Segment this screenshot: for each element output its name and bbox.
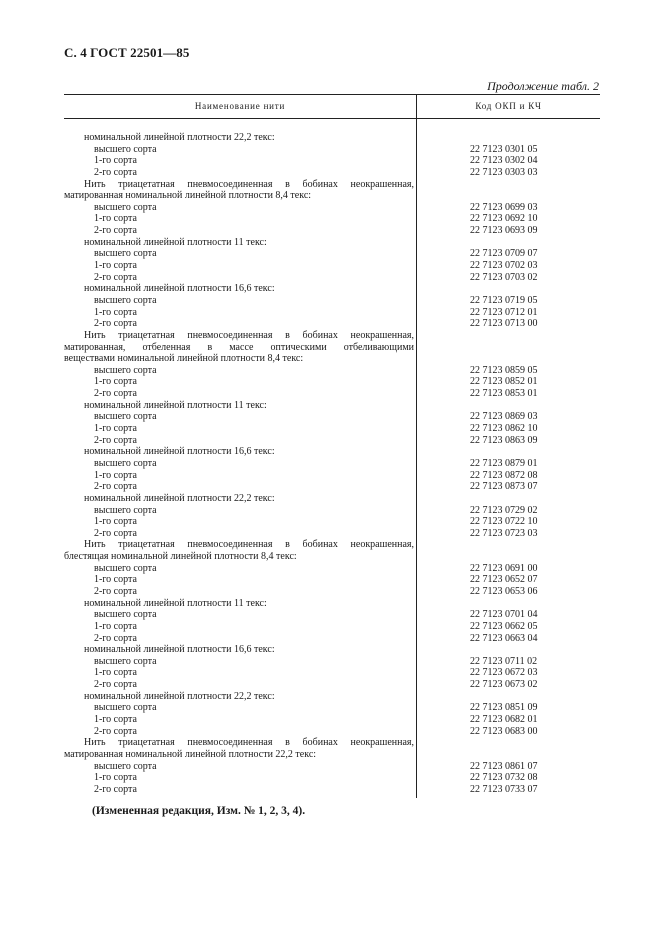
table-row — [64, 737, 600, 749]
table-row — [64, 307, 600, 319]
table-row — [64, 260, 600, 272]
okp-code: 22 7123 0852 01 — [470, 376, 538, 388]
thread-description: матированная номинальной линейной плотности 8,4 текс: — [64, 190, 312, 202]
okp-code: 22 7123 0691 00 — [470, 562, 538, 574]
thread-description: Нить триацетатная пневмосоединенная в бобинах неокрашенная, — [84, 737, 414, 749]
table-row — [64, 330, 600, 342]
okp-code: 22 7123 0712 01 — [470, 306, 538, 318]
table-row — [64, 213, 600, 225]
thread-description: высшего сорта — [94, 457, 157, 469]
thread-description: 1-го сорта — [94, 574, 137, 586]
table-row — [64, 155, 600, 167]
thread-description: 1-го сорта — [94, 213, 137, 225]
table-row — [64, 318, 600, 330]
thread-description: номинальной линейной плотности 22,2 текс: — [84, 690, 275, 702]
okp-code: 22 7123 0693 09 — [470, 225, 538, 237]
table-row — [64, 621, 600, 633]
table-row — [64, 237, 600, 249]
table-row — [64, 609, 600, 621]
table-row — [64, 435, 600, 447]
table-row — [64, 574, 600, 586]
table-row — [64, 202, 600, 214]
thread-description: высшего сорта — [94, 364, 157, 376]
table-row — [64, 167, 600, 179]
thread-description: матированная номинальной линейной плотности 22,2 текс: — [64, 748, 317, 760]
okp-code: 22 7123 0861 07 — [470, 760, 538, 772]
okp-code: 22 7123 0713 00 — [470, 318, 538, 330]
thread-description: 2-го сорта — [94, 481, 137, 493]
table-row — [64, 400, 600, 412]
okp-code: 22 7123 0301 05 — [470, 143, 538, 155]
table-row — [64, 702, 600, 714]
okp-code: 22 7123 0663 04 — [470, 632, 538, 644]
table-body — [64, 132, 600, 796]
okp-code: 22 7123 0863 09 — [470, 434, 538, 446]
thread-description: 2-го сорта — [94, 318, 137, 330]
thread-description: Нить триацетатная пневмосоединенная в бобинах неокрашенная, — [84, 539, 414, 551]
table-row — [64, 726, 600, 738]
thread-description: 1-го сорта — [94, 620, 137, 632]
table-row — [64, 644, 600, 656]
thread-description: высшего сорта — [94, 143, 157, 155]
table-row — [64, 598, 600, 610]
okp-code: 22 7123 0682 01 — [470, 714, 538, 726]
table-row — [64, 539, 600, 551]
table-row — [64, 272, 600, 284]
table-row — [64, 505, 600, 517]
thread-description: высшего сорта — [94, 411, 157, 423]
thread-description: высшего сорта — [94, 655, 157, 667]
table-row — [64, 353, 600, 365]
table-row — [64, 179, 600, 191]
thread-description: блестящая номинальной линейной плотности 8,4 текс: — [64, 551, 297, 563]
table-row — [64, 248, 600, 260]
standard-table — [64, 94, 600, 802]
thread-description: высшего сорта — [94, 609, 157, 621]
table-row — [64, 714, 600, 726]
thread-description: номинальной линейной плотности 22,2 текс: — [84, 492, 275, 504]
thread-description: номинальной линейной плотности 11 текс: — [84, 399, 267, 411]
okp-code: 22 7123 0711 02 — [470, 655, 538, 667]
okp-code: 22 7123 0862 10 — [470, 423, 538, 435]
okp-code: 22 7123 0683 00 — [470, 725, 538, 737]
thread-description: номинальной линейной плотности 16,6 текс: — [84, 283, 275, 295]
thread-description: 2-го сорта — [94, 585, 137, 597]
thread-description: высшего сорта — [94, 504, 157, 516]
table-row — [64, 749, 600, 761]
okp-code: 22 7123 0701 04 — [470, 609, 538, 621]
thread-description: 1-го сорта — [94, 667, 137, 679]
page-header: С. 4 ГОСТ 22501—85 — [64, 45, 190, 60]
thread-description: 2-го сорта — [94, 783, 137, 795]
thread-description: номинальной линейной плотности 22,2 текс: — [84, 132, 275, 143]
okp-code: 22 7123 0672 03 — [470, 667, 538, 679]
thread-description: высшего сорта — [94, 760, 157, 772]
okp-code: 22 7123 0853 01 — [470, 388, 538, 400]
table-row — [64, 144, 600, 156]
thread-description: 1-го сорта — [94, 260, 137, 272]
thread-description: 2-го сорта — [94, 527, 137, 539]
table-row — [64, 528, 600, 540]
okp-code: 22 7123 0732 08 — [470, 772, 538, 784]
thread-description: 1-го сорта — [94, 714, 137, 726]
table-row — [64, 458, 600, 470]
table-continuation-label: Продолжение табл. 2 — [487, 79, 599, 93]
thread-description: 1-го сорта — [94, 516, 137, 528]
table-row — [64, 132, 600, 144]
thread-description: матированная, отбеленная в массе оптическими отбеливающими — [64, 341, 414, 353]
thread-description: номинальной линейной плотности 16,6 текс: — [84, 446, 275, 458]
table-row — [64, 691, 600, 703]
thread-description: высшего сорта — [94, 201, 157, 213]
table-row — [64, 493, 600, 505]
thread-description: 1-го сорта — [94, 306, 137, 318]
table-top-rule — [64, 94, 600, 95]
thread-description: 2-го сорта — [94, 271, 137, 283]
table-row — [64, 283, 600, 295]
table-row — [64, 365, 600, 377]
okp-code: 22 7123 0851 09 — [470, 702, 538, 714]
thread-description: 2-го сорта — [94, 679, 137, 691]
thread-description: 1-го сорта — [94, 155, 137, 167]
table-row — [64, 761, 600, 773]
thread-description: 2-го сорта — [94, 388, 137, 400]
table-row — [64, 342, 600, 354]
thread-description: номинальной линейной плотности 11 текс: — [84, 597, 267, 609]
thread-description: Нить триацетатная пневмосоединенная в бобинах неокрашенная, — [84, 178, 414, 190]
thread-description: 2-го сорта — [94, 725, 137, 737]
table-row — [64, 667, 600, 679]
table-row — [64, 446, 600, 458]
okp-code: 22 7123 0859 05 — [470, 364, 538, 376]
thread-description: 2-го сорта — [94, 632, 137, 644]
thread-description: 1-го сорта — [94, 772, 137, 784]
thread-description: 2-го сорта — [94, 434, 137, 446]
table-row — [64, 225, 600, 237]
table-row — [64, 516, 600, 528]
table-row — [64, 772, 600, 784]
table-header-rule — [64, 118, 600, 119]
table-row — [64, 551, 600, 563]
okp-code: 22 7123 0723 03 — [470, 527, 538, 539]
okp-code: 22 7123 0869 03 — [470, 411, 538, 423]
thread-description: высшего сорта — [94, 702, 157, 714]
okp-code: 22 7123 0729 02 — [470, 504, 538, 516]
okp-code: 22 7123 0873 07 — [470, 481, 538, 493]
thread-description: 1-го сорта — [94, 469, 137, 481]
table-row — [64, 784, 600, 796]
table-row — [64, 633, 600, 645]
okp-code: 22 7123 0673 02 — [470, 679, 538, 691]
table-row — [64, 481, 600, 493]
table-row — [64, 295, 600, 307]
table-row — [64, 656, 600, 668]
thread-description: Нить триацетатная пневмосоединенная в бобинах неокрашенная, — [84, 329, 414, 341]
okp-code: 22 7123 0733 07 — [470, 783, 538, 795]
thread-description: номинальной линейной плотности 11 текс: — [84, 236, 267, 248]
okp-code: 22 7123 0879 01 — [470, 457, 538, 469]
thread-description: высшего сорта — [94, 562, 157, 574]
table-row — [64, 470, 600, 482]
okp-code: 22 7123 0699 03 — [470, 201, 538, 213]
okp-code: 22 7123 0303 03 — [470, 166, 538, 178]
table-row — [64, 190, 600, 202]
table-row — [64, 563, 600, 575]
thread-description: 1-го сорта — [94, 423, 137, 435]
table-row — [64, 411, 600, 423]
okp-code: 22 7123 0692 10 — [470, 213, 538, 225]
table-row — [64, 586, 600, 598]
thread-description: высшего сорта — [94, 294, 157, 306]
thread-description: 1-го сорта — [94, 376, 137, 388]
okp-code: 22 7123 0653 06 — [470, 585, 538, 597]
okp-code: 22 7123 0652 07 — [470, 574, 538, 586]
table-row — [64, 388, 600, 400]
table-row — [64, 376, 600, 388]
okp-code: 22 7123 0302 04 — [470, 155, 538, 167]
thread-description: веществами номинальной линейной плотности 8,4 текс: — [64, 353, 304, 365]
okp-code: 22 7123 0719 05 — [470, 294, 538, 306]
thread-description: номинальной линейной плотности 16,6 текс: — [84, 644, 275, 656]
thread-description: высшего сорта — [94, 248, 157, 260]
table-row — [64, 679, 600, 691]
column-header-thread-name: Наименование нити — [194, 101, 286, 111]
okp-code: 22 7123 0722 10 — [470, 516, 538, 528]
okp-code: 22 7123 0872 08 — [470, 469, 538, 481]
thread-description: 2-го сорта — [94, 166, 137, 178]
thread-description: 2-го сорта — [94, 225, 137, 237]
okp-code: 22 7123 0662 05 — [470, 620, 538, 632]
okp-code: 22 7123 0709 07 — [470, 248, 538, 260]
okp-code: 22 7123 0703 02 — [470, 271, 538, 283]
table-row — [64, 423, 600, 435]
column-header-okp-code: Код ОКП и КЧ — [475, 101, 542, 111]
okp-code: 22 7123 0702 03 — [470, 260, 538, 272]
revision-note: (Измененная редакция, Изм. № 1, 2, 3, 4). — [92, 805, 306, 817]
